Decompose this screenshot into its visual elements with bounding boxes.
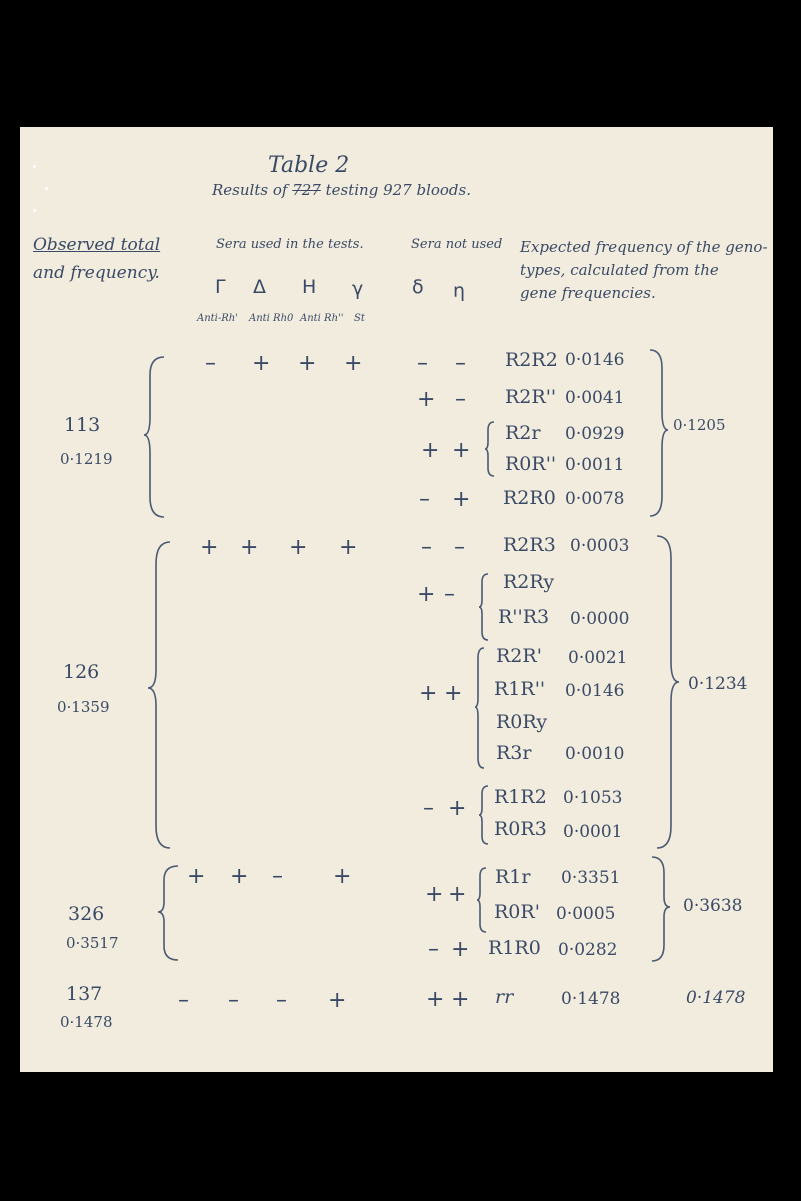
expected-frequency: 0·0000 bbox=[570, 609, 630, 629]
genotype: R1r bbox=[495, 866, 531, 888]
reaction-not-used: – bbox=[455, 387, 466, 412]
group-expected-total: 0·1205 bbox=[673, 416, 726, 434]
serum-reaction: + bbox=[333, 864, 352, 889]
group-expected-total: 0·1234 bbox=[688, 674, 748, 694]
expected-frequency: 0·0282 bbox=[558, 940, 618, 960]
reaction-not-used: – bbox=[419, 487, 430, 512]
serum-label-anti-rh0: Anti Rh0 bbox=[249, 313, 294, 324]
reaction-not-used: – bbox=[417, 351, 428, 376]
reaction-not-used: – bbox=[421, 535, 432, 560]
expected-frequency: 0·0010 bbox=[565, 744, 625, 764]
group-frequency: 0·1219 bbox=[60, 450, 113, 468]
genotype: R2R2 bbox=[505, 349, 558, 371]
genotype: R0R'' bbox=[505, 453, 557, 475]
genotype: R1R0 bbox=[488, 937, 541, 959]
reaction-not-used: + bbox=[444, 681, 463, 706]
serum-symbol-gamma: Γ bbox=[215, 276, 226, 298]
expected-frequency: 0·0003 bbox=[570, 536, 630, 556]
page-title: Table 2 bbox=[268, 153, 350, 178]
genotype: R0R' bbox=[494, 901, 540, 923]
group-frequency: 0·3517 bbox=[66, 934, 119, 952]
expected-frequency: 0·1053 bbox=[563, 788, 623, 808]
genotype: R0Ry bbox=[496, 711, 548, 733]
reaction-not-used: + bbox=[451, 937, 470, 962]
serum-symbol-eta: η bbox=[453, 280, 466, 302]
header-observed-line1: Observed total bbox=[33, 235, 161, 255]
serum-reaction: + bbox=[339, 535, 358, 560]
margin-dot bbox=[33, 165, 36, 168]
reaction-not-used: + bbox=[421, 438, 440, 463]
serum-symbol-delta-small: δ bbox=[412, 276, 424, 298]
expected-frequency: 0·0021 bbox=[568, 648, 628, 668]
serum-reaction: + bbox=[289, 535, 308, 560]
serum-label-anti-rh-double-prime: Anti Rh'' bbox=[300, 313, 344, 324]
left-brace bbox=[484, 420, 496, 478]
serum-reaction: + bbox=[298, 351, 317, 376]
serum-reaction: + bbox=[344, 351, 363, 376]
reaction-not-used: + bbox=[452, 487, 471, 512]
genotype: R''R3 bbox=[498, 606, 550, 628]
reaction-not-used: – bbox=[454, 535, 465, 560]
group-total: 326 bbox=[68, 903, 105, 925]
genotype: R0R3 bbox=[494, 818, 547, 840]
header-expected-line2: types, calculated from the bbox=[520, 261, 719, 279]
genotype: R2R3 bbox=[503, 534, 556, 556]
serum-reaction: + bbox=[328, 988, 347, 1013]
left-brace bbox=[476, 866, 488, 934]
expected-frequency: 0·0041 bbox=[565, 388, 625, 408]
reaction-not-used: – bbox=[423, 796, 434, 821]
expected-frequency: 0·0929 bbox=[565, 424, 625, 444]
genotype: R1R'' bbox=[494, 678, 546, 700]
genotype: R2r bbox=[505, 422, 541, 444]
margin-dot bbox=[45, 187, 48, 190]
reaction-not-used: + bbox=[448, 882, 467, 907]
expected-frequency: 0·0005 bbox=[556, 904, 616, 924]
reaction-not-used: + bbox=[451, 987, 470, 1012]
reaction-not-used: + bbox=[417, 582, 436, 607]
serum-reaction: – bbox=[272, 864, 283, 889]
expected-frequency: 0·1478 bbox=[561, 989, 621, 1009]
serum-symbol-small-gamma: γ bbox=[352, 278, 364, 300]
left-brace bbox=[146, 540, 172, 852]
expected-frequency: 0·0078 bbox=[565, 489, 625, 509]
header-observed-line2: and frequency. bbox=[33, 263, 160, 283]
serum-reaction: + bbox=[240, 535, 259, 560]
reaction-not-used: + bbox=[448, 796, 467, 821]
expected-frequency: 0·0011 bbox=[565, 455, 625, 475]
struck-number: 727 bbox=[292, 181, 321, 199]
reaction-not-used: – bbox=[444, 582, 455, 607]
genotype: R2R' bbox=[496, 645, 542, 667]
serum-reaction: – bbox=[205, 351, 216, 376]
serum-reaction: + bbox=[187, 864, 206, 889]
serum-reaction: + bbox=[200, 535, 219, 560]
genotype: R3r bbox=[496, 742, 532, 764]
group-total: 137 bbox=[66, 983, 103, 1005]
serum-label-st: St bbox=[354, 313, 365, 324]
serum-reaction: + bbox=[230, 864, 249, 889]
serum-reaction: – bbox=[276, 988, 287, 1013]
reaction-not-used: + bbox=[425, 882, 444, 907]
group-total: 113 bbox=[64, 414, 101, 436]
serum-symbol-h: H bbox=[302, 276, 317, 298]
serum-label-anti-rh-prime: Anti-Rh' bbox=[197, 313, 238, 324]
genotype: rr bbox=[495, 986, 514, 1008]
group-frequency: 0·1478 bbox=[60, 1013, 113, 1031]
serum-reaction: + bbox=[252, 351, 271, 376]
header-expected-line3: gene frequencies. bbox=[520, 284, 656, 302]
left-brace bbox=[142, 355, 166, 520]
left-brace bbox=[478, 784, 490, 846]
expected-frequency: 0·0146 bbox=[565, 681, 625, 701]
expected-frequency: 0·3351 bbox=[561, 868, 621, 888]
left-brace bbox=[478, 572, 490, 642]
reaction-not-used: + bbox=[426, 987, 445, 1012]
right-brace bbox=[648, 348, 670, 518]
group-expected-total: 0·1478 bbox=[686, 988, 746, 1008]
header-expected-line1: Expected frequency of the geno- bbox=[520, 238, 768, 256]
left-brace bbox=[474, 646, 486, 770]
group-total: 126 bbox=[63, 661, 100, 683]
reaction-not-used: + bbox=[417, 387, 436, 412]
reaction-not-used: + bbox=[419, 681, 438, 706]
expected-frequency: 0·0001 bbox=[563, 822, 623, 842]
group-expected-total: 0·3638 bbox=[683, 896, 743, 916]
right-brace bbox=[655, 534, 681, 852]
genotype: R2Ry bbox=[503, 571, 555, 593]
reaction-not-used: – bbox=[455, 351, 466, 376]
genotype: R2R'' bbox=[505, 386, 557, 408]
serum-reaction: – bbox=[228, 988, 239, 1013]
expected-frequency: 0·0146 bbox=[565, 350, 625, 370]
header-sera-not-used: Sera not used bbox=[411, 237, 503, 252]
group-frequency: 0·1359 bbox=[57, 698, 110, 716]
margin-dot bbox=[33, 209, 36, 212]
serum-reaction: – bbox=[178, 988, 189, 1013]
genotype: R1R2 bbox=[494, 786, 547, 808]
reaction-not-used: – bbox=[428, 937, 439, 962]
page-subtitle: Results of 727 testing 927 bloods. bbox=[212, 181, 471, 199]
serum-symbol-delta: Δ bbox=[253, 276, 266, 298]
left-brace bbox=[156, 864, 180, 962]
right-brace bbox=[650, 855, 672, 963]
header-sera-used: Sera used in the tests. bbox=[216, 237, 364, 252]
genotype: R2R0 bbox=[503, 487, 556, 509]
reaction-not-used: + bbox=[452, 438, 471, 463]
